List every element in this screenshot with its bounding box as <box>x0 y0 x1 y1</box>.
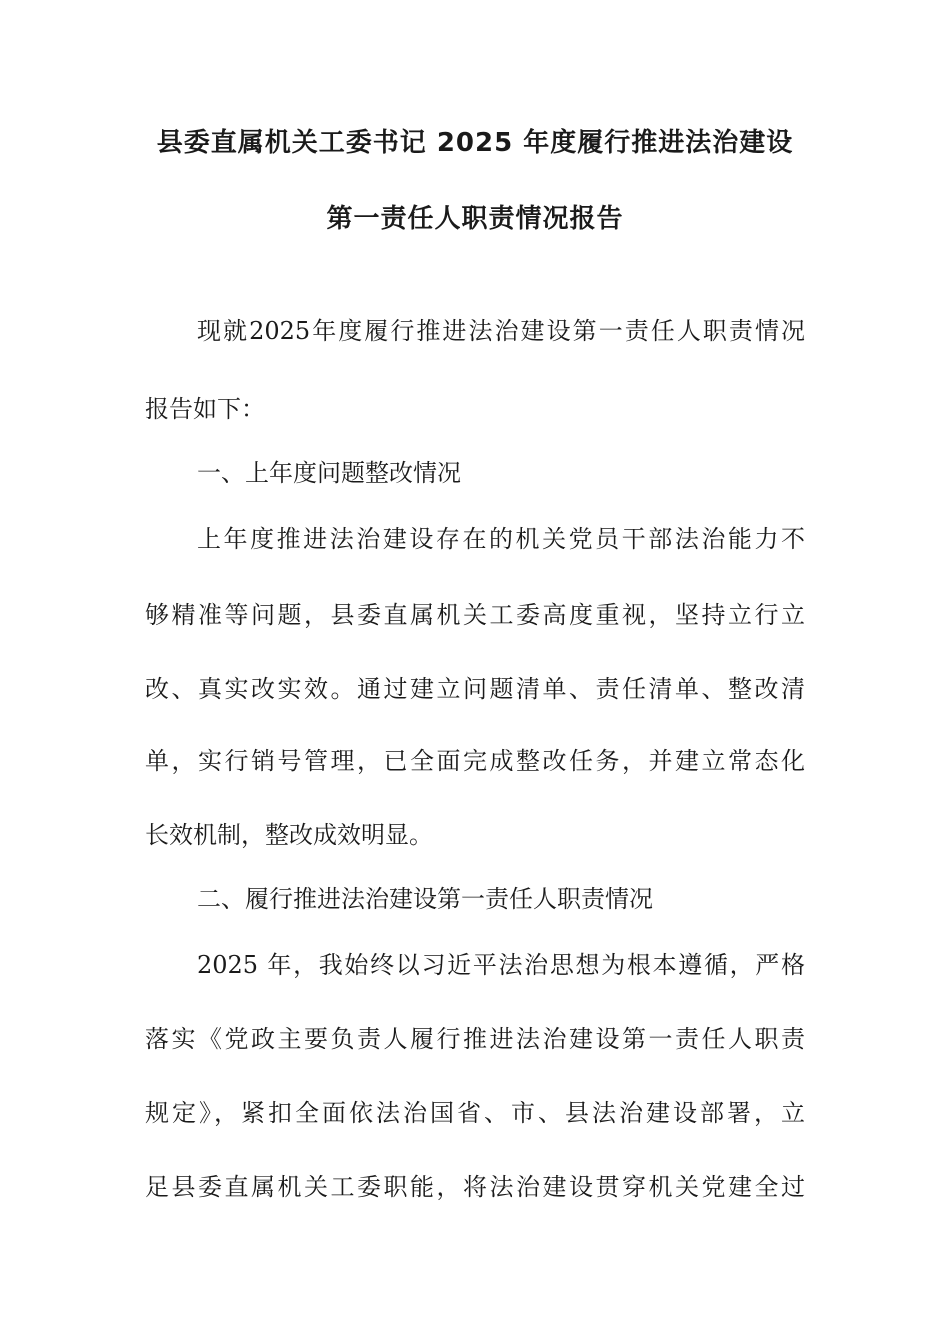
document-title-line-1: 县委直属机关工委书记 2025 年度履行推进法治建设 <box>156 128 794 158</box>
paragraph-line: 落实《党政主要负责人履行推进法治建设第一责任人职责 <box>145 1025 805 1053</box>
paragraph-line: 现就2025年度履行推进法治建设第一责任人职责情况 <box>197 317 805 345</box>
paragraph-line: 上年度推进法治建设存在的机关党员干部法治能力不 <box>197 525 805 553</box>
paragraph-line: 足县委直属机关工委职能，将法治建设贯穿机关党建全过 <box>145 1173 805 1201</box>
paragraph-line: 2025 年，我始终以习近平法治思想为根本遵循，严格 <box>197 951 805 979</box>
paragraph-line: 长效机制，整改成效明显。 <box>145 821 433 849</box>
section-heading: 二、履行推进法治建设第一责任人职责情况 <box>197 885 653 913</box>
document-title-line-2: 第一责任人职责情况报告 <box>326 204 624 234</box>
paragraph-line: 改、真实改实效。通过建立问题清单、责任清单、整改清 <box>145 675 805 703</box>
section-heading: 一、上年度问题整改情况 <box>197 459 461 487</box>
paragraph-line: 规定》，紧扣全面依法治国省、市、县法治建设部署，立 <box>145 1099 805 1127</box>
paragraph-line: 够精准等问题，县委直属机关工委高度重视，坚持立行立 <box>145 601 805 629</box>
paragraph-line: 单，实行销号管理，已全面完成整改任务，并建立常态化 <box>145 747 805 775</box>
paragraph-line: 报告如下： <box>145 395 265 423</box>
